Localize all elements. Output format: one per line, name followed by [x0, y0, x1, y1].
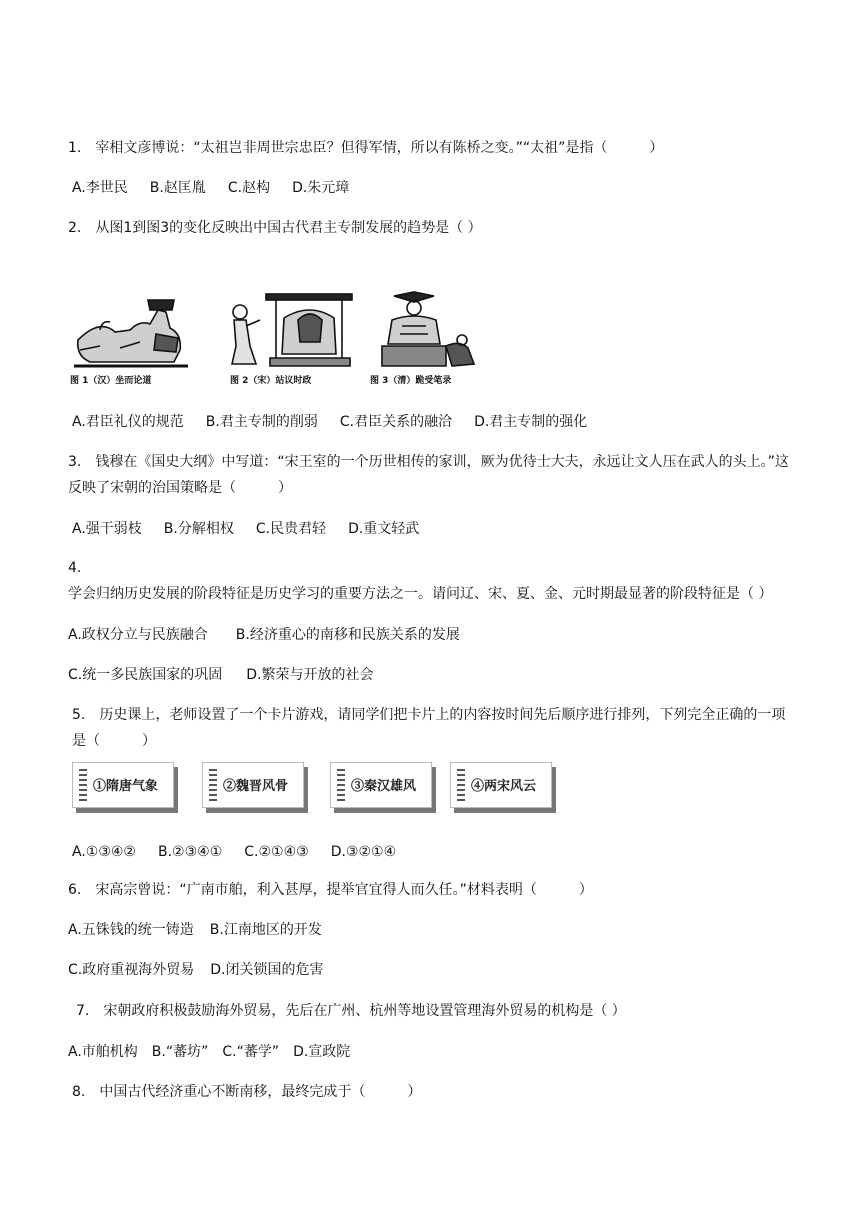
question-5-options — [72, 842, 418, 862]
option-c: C.君臣关系的融洽 — [339, 414, 453, 430]
option-d: D.君主专制的强化 — [474, 414, 588, 430]
question-text: 历史课上，老师设置了一个卡片游戏，请同学们把卡片上的内容按时间先后顺序进行排列，下列完全正确的一项是（ ） — [72, 707, 786, 749]
card-set — [72, 762, 572, 822]
option-c: C.政府重视海外贸易 — [68, 962, 195, 978]
question-4 — [68, 555, 794, 607]
question-number: 3. — [68, 454, 82, 470]
figure-1-caption: 图 1（汉）坐而论道 — [70, 376, 152, 386]
card-spiral-icon — [457, 769, 465, 801]
option-c: C.赵构 — [227, 180, 271, 196]
option-b: B.经济重心的南移和民族关系的发展 — [235, 627, 460, 643]
option-a: A.市舶机构 — [68, 1044, 138, 1060]
question-2 — [68, 218, 482, 238]
option-b: B.②③④① — [157, 844, 223, 860]
card-spiral-icon — [337, 769, 345, 801]
question-1-options — [72, 178, 371, 198]
card-4 — [450, 762, 552, 808]
option-c: C.统一多民族国家的巩固 — [68, 667, 223, 683]
question-number: 1. — [68, 140, 82, 156]
card-label: ③秦汉雄风 — [351, 779, 417, 794]
question-number: 7. — [76, 1003, 90, 1019]
option-d: D.繁荣与开放的社会 — [246, 667, 374, 683]
question-3 — [68, 449, 794, 501]
question-7 — [76, 1001, 626, 1021]
question-6-options-row-1 — [68, 920, 344, 940]
option-d: D.重文轻武 — [348, 521, 420, 537]
illustration-figure — [70, 290, 490, 390]
question-6 — [68, 880, 593, 900]
question-number: 2. — [68, 220, 82, 236]
figure-1-illustration — [74, 300, 188, 366]
question-number: 5. — [72, 707, 86, 723]
option-d: D.朱元璋 — [292, 180, 350, 196]
question-number: 8. — [72, 1084, 86, 1100]
figure-2-illustration — [232, 294, 352, 366]
option-d: D.③②①④ — [330, 844, 397, 860]
option-a: A.李世民 — [72, 180, 128, 196]
card-label: ②魏晋风骨 — [223, 779, 289, 794]
card-label: ①隋唐气象 — [93, 779, 159, 794]
question-text: 宰相文彦博说：“太祖岂非周世宗忠臣？但得军情，所以有陈桥之变。”“太祖”是指（ ） — [95, 140, 664, 156]
card-label: ④两宋风云 — [471, 779, 537, 794]
figure-3-caption: 图 3（清）跪受笔录 — [370, 376, 452, 386]
card-spiral-icon — [209, 769, 217, 801]
question-2-options — [72, 412, 609, 432]
question-5 — [72, 702, 794, 754]
option-b: B.君主专制的削弱 — [205, 414, 318, 430]
option-a: A.强干弱枝 — [72, 521, 142, 537]
figure-3-illustration — [382, 292, 474, 366]
option-c: C.民贵君轻 — [255, 521, 327, 537]
option-b: B.江南地区的开发 — [209, 922, 322, 938]
question-text: 中国古代经济重心不断南移，最终完成于（ ） — [99, 1084, 422, 1100]
option-c: C.②①④③ — [244, 844, 309, 860]
option-c: C.“蕃学” — [222, 1044, 280, 1060]
option-b: B.“蕃坊” — [151, 1044, 209, 1060]
option-d: D.闭关锁国的危害 — [210, 962, 324, 978]
figure-2-caption: 图 2（宋）站议时政 — [230, 376, 312, 386]
option-a: A.政权分立与民族融合 — [68, 627, 208, 643]
question-number: 6. — [68, 882, 82, 898]
card-3 — [330, 762, 432, 808]
question-2-figure — [70, 290, 490, 390]
card-spiral-icon — [79, 769, 87, 801]
option-b: B.赵匡胤 — [149, 180, 206, 196]
option-d: D.宣政院 — [293, 1044, 351, 1060]
card-1 — [72, 762, 174, 808]
card-2 — [202, 762, 304, 808]
question-text: 从图1到图3的变化反映出中国古代君主专制发展的趋势是（ ） — [95, 220, 482, 236]
question-number: 4. — [68, 560, 82, 576]
question-3-options — [72, 519, 441, 539]
question-4-options-row-2 — [68, 665, 395, 685]
question-text: 宋朝政府积极鼓励海外贸易，先后在广州、杭州等地设置管理海外贸易的机构是（ ） — [103, 1003, 626, 1019]
question-7-options — [68, 1042, 372, 1062]
option-a: A.五铢钱的统一铸造 — [68, 922, 194, 938]
option-a: A.①③④② — [72, 844, 136, 860]
question-1 — [68, 138, 663, 158]
question-4-options-row-1 — [68, 625, 482, 645]
question-text: 钱穆在《国史大纲》中写道：“宋王室的一个历世相传的家训，厥为优待士大夫，永远让文人压在武人的头上。”这反映了宋朝的治国策略是（ ） — [68, 454, 789, 496]
question-text: 宋高宗曾说：“广南市舶，利入甚厚，提举官宜得人而久任。”材料表明（ ） — [95, 882, 593, 898]
question-text: 学会归纳历史发展的阶段特征是历史学习的重要方法之一。请问辽、宋、夏、金、元时期最显著的阶段特征是（ ） — [68, 586, 773, 602]
option-a: A.君臣礼仪的规范 — [72, 414, 184, 430]
option-b: B.分解相权 — [163, 521, 234, 537]
question-6-options-row-2 — [68, 960, 345, 980]
question-8 — [72, 1082, 421, 1102]
